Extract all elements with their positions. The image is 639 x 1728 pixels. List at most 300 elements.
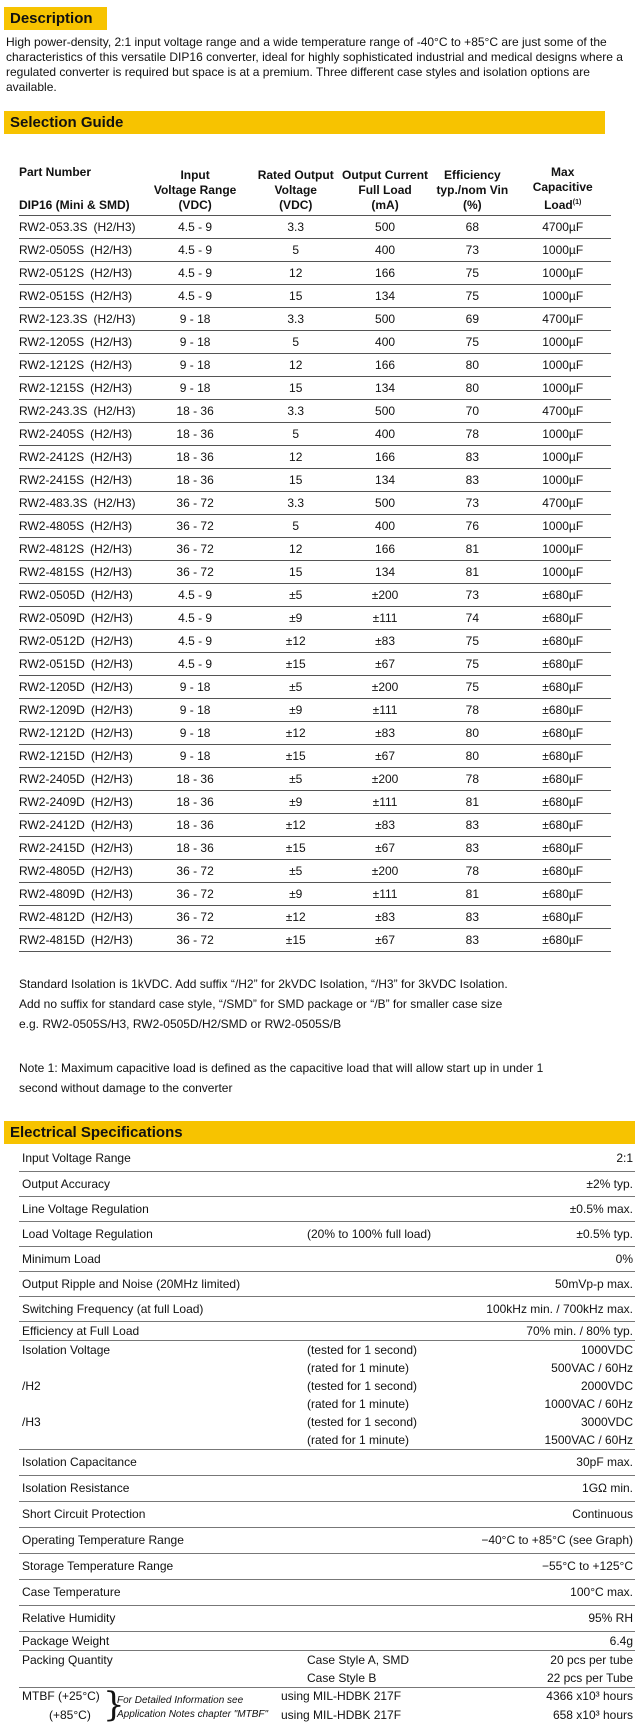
capacitive-load-cell: ±680µF <box>514 699 611 722</box>
capacitive-load-cell: 1000µF <box>514 446 611 469</box>
capacitive-load-cell: 4700µF <box>514 400 611 423</box>
spec-value: 1GΩ min. <box>582 1481 633 1495</box>
output-current-cell: 500 <box>340 216 430 239</box>
spec-row <box>19 1450 635 1476</box>
rated-output-cell: ±15 <box>252 745 340 768</box>
part-number-cell: RW2-4815D (H2/H3) <box>19 929 139 952</box>
spec-row <box>19 1554 635 1580</box>
part-number-cell: RW2-2409D (H2/H3) <box>19 791 139 814</box>
col-capacitive-load: Max Capacitive Load$^{(1)}$ <box>532 165 593 212</box>
isolation-note: Standard Isolation is 1kVDC. Add suffix “/H2” for 2kVDC Isolation, “/H3” for 3kVDC Isolation. Add no suffix for standard case style, “/SMD” for SMD package or “/B” for smaller case size e.g. RW2-0505S/H3, RW2-0505D/H2/SMD or RW2-0505S/B <box>19 977 508 1031</box>
efficiency-cell: 81 <box>430 883 514 906</box>
input-voltage-cell: 18 - 36 <box>139 768 252 791</box>
spec-condition: Case Style B <box>307 1671 377 1685</box>
rated-output-cell: ±5 <box>252 676 340 699</box>
part-number-cell: RW2-4805S (H2/H3) <box>19 515 139 538</box>
input-voltage-cell: 4.5 - 9 <box>139 216 252 239</box>
mtbf-label: MTBF (+25°C) <box>22 1689 100 1703</box>
rated-output-cell: ±12 <box>252 630 340 653</box>
spec-row <box>19 1606 635 1632</box>
output-current-cell: ±200 <box>340 768 430 791</box>
spec-value: 20 pcs per tube <box>550 1653 633 1667</box>
part-number-cell: RW2-0512S (H2/H3) <box>19 262 139 285</box>
description-heading: Description <box>4 7 107 30</box>
rated-output-cell: 15 <box>252 469 340 492</box>
spec-condition <box>307 1632 457 1650</box>
spec-parameter: Operating Temperature Range <box>22 1533 184 1547</box>
rated-output-cell: 3.3 <box>252 216 340 239</box>
table-row <box>19 653 611 676</box>
table-row <box>19 837 611 860</box>
input-voltage-cell: 36 - 72 <box>139 929 252 952</box>
input-voltage-cell: 4.5 - 9 <box>139 607 252 630</box>
efficiency-cell: 75 <box>430 262 514 285</box>
spec-parameter: /H3 <box>22 1415 41 1429</box>
output-current-cell: 134 <box>340 561 430 584</box>
input-voltage-cell: 4.5 - 9 <box>139 584 252 607</box>
input-voltage-cell: 4.5 - 9 <box>139 239 252 262</box>
input-voltage-cell: 36 - 72 <box>139 561 252 584</box>
input-voltage-cell: 18 - 36 <box>139 400 252 423</box>
input-voltage-cell: 4.5 - 9 <box>139 262 252 285</box>
spec-value: ±0.5% max. <box>569 1202 633 1216</box>
spec-condition <box>307 1450 457 1475</box>
part-number-cell: RW2-1215D (H2/H3) <box>19 745 139 768</box>
input-voltage-cell: 36 - 72 <box>139 860 252 883</box>
spec-value: 1000VDC <box>580 1343 633 1357</box>
spec-value: 6.4g <box>609 1634 633 1648</box>
spec-row <box>19 1632 635 1651</box>
input-voltage-cell: 9 - 18 <box>139 308 252 331</box>
rated-output-cell: ±12 <box>252 906 340 929</box>
rated-output-cell: 5 <box>252 515 340 538</box>
spec-value: 0% <box>615 1252 633 1266</box>
spec-parameter: Case Temperature <box>22 1585 121 1599</box>
capacitive-load-cell: 1000µF <box>514 469 611 492</box>
spec-parameter: Package Weight <box>22 1634 110 1648</box>
spec-parameter: Efficiency at Full Load <box>22 1324 140 1338</box>
rated-output-cell: 5 <box>252 331 340 354</box>
capacitive-load-cell: ±680µF <box>514 584 611 607</box>
spec-value: Continuous <box>572 1507 633 1521</box>
spec-condition: (tested for 1 second) <box>307 1415 418 1429</box>
capacitive-load-cell: ±680µF <box>514 653 611 676</box>
capacitive-load-cell: ±680µF <box>514 722 611 745</box>
input-voltage-cell: 9 - 18 <box>139 377 252 400</box>
rated-output-cell: ±9 <box>252 699 340 722</box>
efficiency-cell: 75 <box>430 285 514 308</box>
table-row <box>19 584 611 607</box>
efficiency-cell: 83 <box>430 837 514 860</box>
table-row <box>19 469 611 492</box>
capacitive-load-cell: 1000µF <box>514 561 611 584</box>
part-number-cell: RW2-053.3S (H2/H3) <box>19 216 139 239</box>
efficiency-cell: 78 <box>430 699 514 722</box>
rated-output-cell: 12 <box>252 262 340 285</box>
table-row <box>19 239 611 262</box>
electrical-specs-table <box>19 1146 635 1728</box>
efficiency-cell: 68 <box>430 216 514 239</box>
rated-output-cell: ±5 <box>252 860 340 883</box>
spec-condition: (rated for 1 minute) <box>307 1397 410 1411</box>
spec-condition <box>307 1580 457 1605</box>
spec-row <box>19 1272 635 1297</box>
output-current-cell: 500 <box>340 308 430 331</box>
part-number-cell: RW2-2405S (H2/H3) <box>19 423 139 446</box>
brace-symbol: } <box>103 1685 125 1725</box>
spec-row <box>19 1247 635 1272</box>
rated-output-cell: ±15 <box>252 653 340 676</box>
capacitive-load-cell: ±680µF <box>514 630 611 653</box>
part-number-cell: RW2-0512D (H2/H3) <box>19 630 139 653</box>
table-row <box>19 400 611 423</box>
table-row <box>19 722 611 745</box>
capacitive-load-cell: 1000µF <box>514 515 611 538</box>
table-row <box>19 860 611 883</box>
input-voltage-cell: 18 - 36 <box>139 837 252 860</box>
spec-condition <box>307 1322 457 1340</box>
spec-parameter: Relative Humidity <box>22 1611 116 1625</box>
spec-parameter: /H2 <box>22 1379 41 1393</box>
output-current-cell: 400 <box>340 423 430 446</box>
spec-value: 70% min. / 80% typ. <box>526 1324 633 1338</box>
efficiency-cell: 83 <box>430 469 514 492</box>
input-voltage-cell: 9 - 18 <box>139 354 252 377</box>
efficiency-cell: 80 <box>430 354 514 377</box>
output-current-cell: ±83 <box>340 722 430 745</box>
output-current-cell: ±83 <box>340 906 430 929</box>
efficiency-cell: 78 <box>430 768 514 791</box>
spec-parameter: Output Ripple and Noise (20MHz limited) <box>22 1277 241 1291</box>
spec-value: 1000VAC / 60Hz <box>544 1397 633 1411</box>
electrical-specifications-heading: Electrical Specifications <box>4 1121 635 1144</box>
rated-output-cell: ±5 <box>252 584 340 607</box>
output-current-cell: ±83 <box>340 814 430 837</box>
output-current-cell: 134 <box>340 469 430 492</box>
input-voltage-cell: 9 - 18 <box>139 676 252 699</box>
col-rated-output: Rated Output Voltage (VDC) <box>257 168 334 212</box>
part-number-cell: RW2-4809D (H2/H3) <box>19 883 139 906</box>
spec-parameter <box>19 1395 307 1413</box>
capacitive-load-cell: 1000µF <box>514 239 611 262</box>
part-number-cell: RW2-0515S (H2/H3) <box>19 285 139 308</box>
capacitive-load-cell: 4700µF <box>514 216 611 239</box>
spec-value: −40°C to +85°C (see Graph) <box>481 1533 633 1547</box>
output-current-cell: ±67 <box>340 929 430 952</box>
capacitive-load-cell: 1000µF <box>514 377 611 400</box>
spec-row <box>19 1502 635 1528</box>
rated-output-cell: 3.3 <box>252 492 340 515</box>
efficiency-cell: 83 <box>430 906 514 929</box>
spec-parameter: Isolation Resistance <box>22 1481 130 1495</box>
output-current-cell: 500 <box>340 492 430 515</box>
spec-row <box>19 1222 635 1247</box>
rated-output-cell: 3.3 <box>252 308 340 331</box>
capacitive-load-cell: ±680µF <box>514 676 611 699</box>
capacitive-load-cell: ±680µF <box>514 883 611 906</box>
part-number-cell: RW2-2412S (H2/H3) <box>19 446 139 469</box>
spec-row <box>19 1297 635 1322</box>
spec-condition <box>307 1172 457 1196</box>
input-voltage-cell: 4.5 - 9 <box>139 630 252 653</box>
col-efficiency: Efficiency typ./nom Vin (%) <box>436 168 509 212</box>
output-current-cell: ±200 <box>340 584 430 607</box>
spec-condition: (20% to 100% full load) <box>307 1227 432 1241</box>
table-row <box>19 561 611 584</box>
rated-output-cell: 12 <box>252 538 340 561</box>
rated-output-cell: ±12 <box>252 814 340 837</box>
spec-condition: (tested for 1 second) <box>307 1343 418 1357</box>
spec-condition <box>307 1528 457 1553</box>
input-voltage-cell: 18 - 36 <box>139 814 252 837</box>
part-number-cell: RW2-2412D (H2/H3) <box>19 814 139 837</box>
output-current-cell: 166 <box>340 446 430 469</box>
mtbf-value-85: 658 x10³ hours <box>552 1708 633 1722</box>
spec-parameter: Input Voltage Range <box>22 1151 131 1165</box>
part-number-cell: RW2-2415D (H2/H3) <box>19 837 139 860</box>
packing-quantity-row <box>19 1651 635 1688</box>
mtbf-row <box>19 1685 635 1728</box>
input-voltage-cell: 9 - 18 <box>139 722 252 745</box>
selection-guide-heading: Selection Guide <box>4 111 605 134</box>
capacitive-load-cell: ±680µF <box>514 814 611 837</box>
rated-output-cell: ±9 <box>252 791 340 814</box>
spec-parameter: Minimum Load <box>22 1252 101 1266</box>
spec-parameter: Output Accuracy <box>22 1177 111 1191</box>
output-current-cell: ±83 <box>340 630 430 653</box>
mtbf-note-2: Application Notes chapter "MTBF" <box>117 1709 269 1720</box>
part-number-cell: RW2-1209D (H2/H3) <box>19 699 139 722</box>
part-number-cell: RW2-4812S (H2/H3) <box>19 538 139 561</box>
spec-parameter: Line Voltage Regulation <box>22 1202 149 1216</box>
capacitive-load-cell: ±680µF <box>514 860 611 883</box>
table-row <box>19 446 611 469</box>
spec-parameter: Isolation Capacitance <box>22 1455 137 1469</box>
input-voltage-cell: 18 - 36 <box>139 791 252 814</box>
rated-output-cell: 15 <box>252 561 340 584</box>
spec-value: 3000VDC <box>580 1415 633 1429</box>
efficiency-cell: 73 <box>430 584 514 607</box>
spec-condition <box>307 1476 457 1501</box>
efficiency-cell: 75 <box>430 630 514 653</box>
part-number-cell: RW2-1212D (H2/H3) <box>19 722 139 745</box>
efficiency-cell: 75 <box>430 676 514 699</box>
spec-value: −55°C to +125°C <box>542 1559 633 1573</box>
input-voltage-cell: 4.5 - 9 <box>139 285 252 308</box>
capacitive-load-cell: 4700µF <box>514 308 611 331</box>
output-current-cell: ±111 <box>340 791 430 814</box>
table-row <box>19 538 611 561</box>
rated-output-cell: 15 <box>252 285 340 308</box>
capacitive-load-cell: 1000µF <box>514 285 611 308</box>
efficiency-cell: 75 <box>430 653 514 676</box>
rated-output-cell: 15 <box>252 377 340 400</box>
part-number-cell: RW2-483.3S (H2/H3) <box>19 492 139 515</box>
rated-output-cell: ±5 <box>252 768 340 791</box>
table-row <box>19 354 611 377</box>
spec-value: 22 pcs per Tube <box>546 1671 633 1685</box>
output-current-cell: 400 <box>340 331 430 354</box>
spec-row <box>19 1528 635 1554</box>
table-row <box>19 285 611 308</box>
efficiency-cell: 80 <box>430 722 514 745</box>
rated-output-cell: ±12 <box>252 722 340 745</box>
efficiency-cell: 81 <box>430 538 514 561</box>
rated-output-cell: 12 <box>252 354 340 377</box>
spec-condition: Case Style A, SMD <box>307 1653 410 1667</box>
output-current-cell: 166 <box>340 354 430 377</box>
table-row <box>19 262 611 285</box>
col-output-current: Output Current Full Load (mA) <box>342 168 429 212</box>
mtbf-method-85: using MIL-HDBK 217F <box>281 1708 402 1722</box>
capacitive-load-cell: ±680µF <box>514 791 611 814</box>
rated-output-cell: ±9 <box>252 607 340 630</box>
output-current-cell: ±200 <box>340 676 430 699</box>
table-row <box>19 676 611 699</box>
efficiency-cell: 81 <box>430 791 514 814</box>
table-row <box>19 791 611 814</box>
spec-condition <box>307 1502 457 1527</box>
spec-parameter: Storage Temperature Range <box>22 1559 174 1573</box>
spec-parameter: Packing Quantity <box>22 1653 113 1667</box>
part-number-cell: RW2-4805D (H2/H3) <box>19 860 139 883</box>
efficiency-cell: 81 <box>430 561 514 584</box>
output-current-cell: 400 <box>340 515 430 538</box>
spec-condition <box>307 1247 457 1271</box>
capacitive-load-cell: ±680µF <box>514 837 611 860</box>
output-current-cell: ±111 <box>340 699 430 722</box>
input-voltage-cell: 36 - 72 <box>139 515 252 538</box>
spec-condition <box>307 1197 457 1221</box>
capacitive-load-cell: 1000µF <box>514 423 611 446</box>
spec-value: 50mVp-p max. <box>554 1277 633 1291</box>
efficiency-cell: 83 <box>430 814 514 837</box>
capacitive-load-cell: 4700µF <box>514 492 611 515</box>
spec-row <box>19 1197 635 1222</box>
rated-output-cell: 3.3 <box>252 400 340 423</box>
capacitive-load-cell: ±680µF <box>514 768 611 791</box>
selection-table <box>19 150 611 952</box>
spec-condition <box>307 1146 457 1171</box>
table-row <box>19 331 611 354</box>
rated-output-cell: 5 <box>252 239 340 262</box>
part-number-cell: RW2-2415S (H2/H3) <box>19 469 139 492</box>
output-current-cell: 400 <box>340 239 430 262</box>
spec-condition <box>307 1554 457 1579</box>
output-current-cell: 500 <box>340 400 430 423</box>
spec-value: 2:1 <box>616 1151 633 1165</box>
spec-value: 100°C max. <box>570 1585 633 1599</box>
capacitive-load-cell: ±680µF <box>514 929 611 952</box>
efficiency-cell: 80 <box>430 377 514 400</box>
spec-condition: (tested for 1 second) <box>307 1379 418 1393</box>
efficiency-cell: 70 <box>430 400 514 423</box>
spec-value: ±0.5% typ. <box>576 1227 633 1241</box>
mtbf-value-25: 4366 x10³ hours <box>546 1689 633 1703</box>
table-row <box>19 308 611 331</box>
spec-parameter: Short Circuit Protection <box>22 1507 146 1521</box>
part-number-cell: RW2-0505S (H2/H3) <box>19 239 139 262</box>
spec-parameter <box>19 1431 307 1449</box>
spec-row <box>19 1146 635 1172</box>
table-row <box>19 377 611 400</box>
capacitive-load-cell: 1000µF <box>514 354 611 377</box>
part-number-cell: RW2-1212S (H2/H3) <box>19 354 139 377</box>
spec-condition <box>307 1606 457 1631</box>
output-current-cell: 134 <box>340 285 430 308</box>
efficiency-cell: 83 <box>430 929 514 952</box>
spec-value: 1500VAC / 60Hz <box>544 1433 633 1447</box>
table-row <box>19 216 611 239</box>
capacitive-load-cell: ±680µF <box>514 745 611 768</box>
table-row <box>19 492 611 515</box>
part-number-cell: RW2-243.3S (H2/H3) <box>19 400 139 423</box>
capacitive-load-cell: ±680µF <box>514 906 611 929</box>
table-row <box>19 630 611 653</box>
output-current-cell: ±67 <box>340 745 430 768</box>
spec-condition <box>307 1297 457 1321</box>
input-voltage-cell: 4.5 - 9 <box>139 653 252 676</box>
capacitive-load-cell: ±680µF <box>514 607 611 630</box>
input-voltage-cell: 36 - 72 <box>139 906 252 929</box>
table-row <box>19 906 611 929</box>
efficiency-cell: 75 <box>430 331 514 354</box>
table-row <box>19 814 611 837</box>
description-text: High power-density, 2:1 input voltage range and a wide temperature range of -40°C to +85°C are just some of the characteristics of this versatile DIP16 converter, ideal for highly sophisticated industrial and medical designs where a regulated converter is required but space is at a premium. Three different case styles and isolation options are available. <box>6 35 623 94</box>
input-voltage-cell: 36 - 72 <box>139 538 252 561</box>
spec-value: 30pF max. <box>576 1455 633 1469</box>
table-row <box>19 515 611 538</box>
output-current-cell: ±67 <box>340 653 430 676</box>
efficiency-cell: 69 <box>430 308 514 331</box>
efficiency-cell: 76 <box>430 515 514 538</box>
mtbf-label-85: (+85°C) <box>49 1708 91 1722</box>
table-row <box>19 745 611 768</box>
output-current-cell: ±200 <box>340 860 430 883</box>
rated-output-cell: 12 <box>252 446 340 469</box>
input-voltage-cell: 18 - 36 <box>139 446 252 469</box>
table-row <box>19 768 611 791</box>
spec-parameter: Isolation Voltage <box>22 1343 111 1357</box>
part-number-cell: RW2-4815S (H2/H3) <box>19 561 139 584</box>
spec-value: 95% RH <box>588 1611 633 1625</box>
output-current-cell: 134 <box>340 377 430 400</box>
table-row <box>19 607 611 630</box>
efficiency-cell: 83 <box>430 446 514 469</box>
table-row <box>19 699 611 722</box>
output-current-cell: 166 <box>340 262 430 285</box>
capacitive-load-cell: 1000µF <box>514 331 611 354</box>
output-current-cell: ±111 <box>340 883 430 906</box>
isolation-voltage-row <box>19 1341 635 1450</box>
spec-condition: (rated for 1 minute) <box>307 1433 410 1447</box>
input-voltage-cell: 18 - 36 <box>139 423 252 446</box>
spec-parameter: Load Voltage Regulation <box>22 1227 153 1241</box>
input-voltage-cell: 9 - 18 <box>139 331 252 354</box>
part-number-cell: RW2-2405D (H2/H3) <box>19 768 139 791</box>
input-voltage-cell: 9 - 18 <box>139 699 252 722</box>
part-number-cell: RW2-0509D (H2/H3) <box>19 607 139 630</box>
capacitive-load-cell: 1000µF <box>514 538 611 561</box>
spec-condition: (rated for 1 minute) <box>307 1361 410 1375</box>
spec-value: ±2% typ. <box>586 1177 633 1191</box>
output-current-cell: 166 <box>340 538 430 561</box>
input-voltage-cell: 9 - 18 <box>139 745 252 768</box>
spec-parameter <box>19 1669 307 1687</box>
part-number-cell: RW2-123.3S (H2/H3) <box>19 308 139 331</box>
efficiency-cell: 73 <box>430 239 514 262</box>
spec-condition <box>307 1272 457 1296</box>
